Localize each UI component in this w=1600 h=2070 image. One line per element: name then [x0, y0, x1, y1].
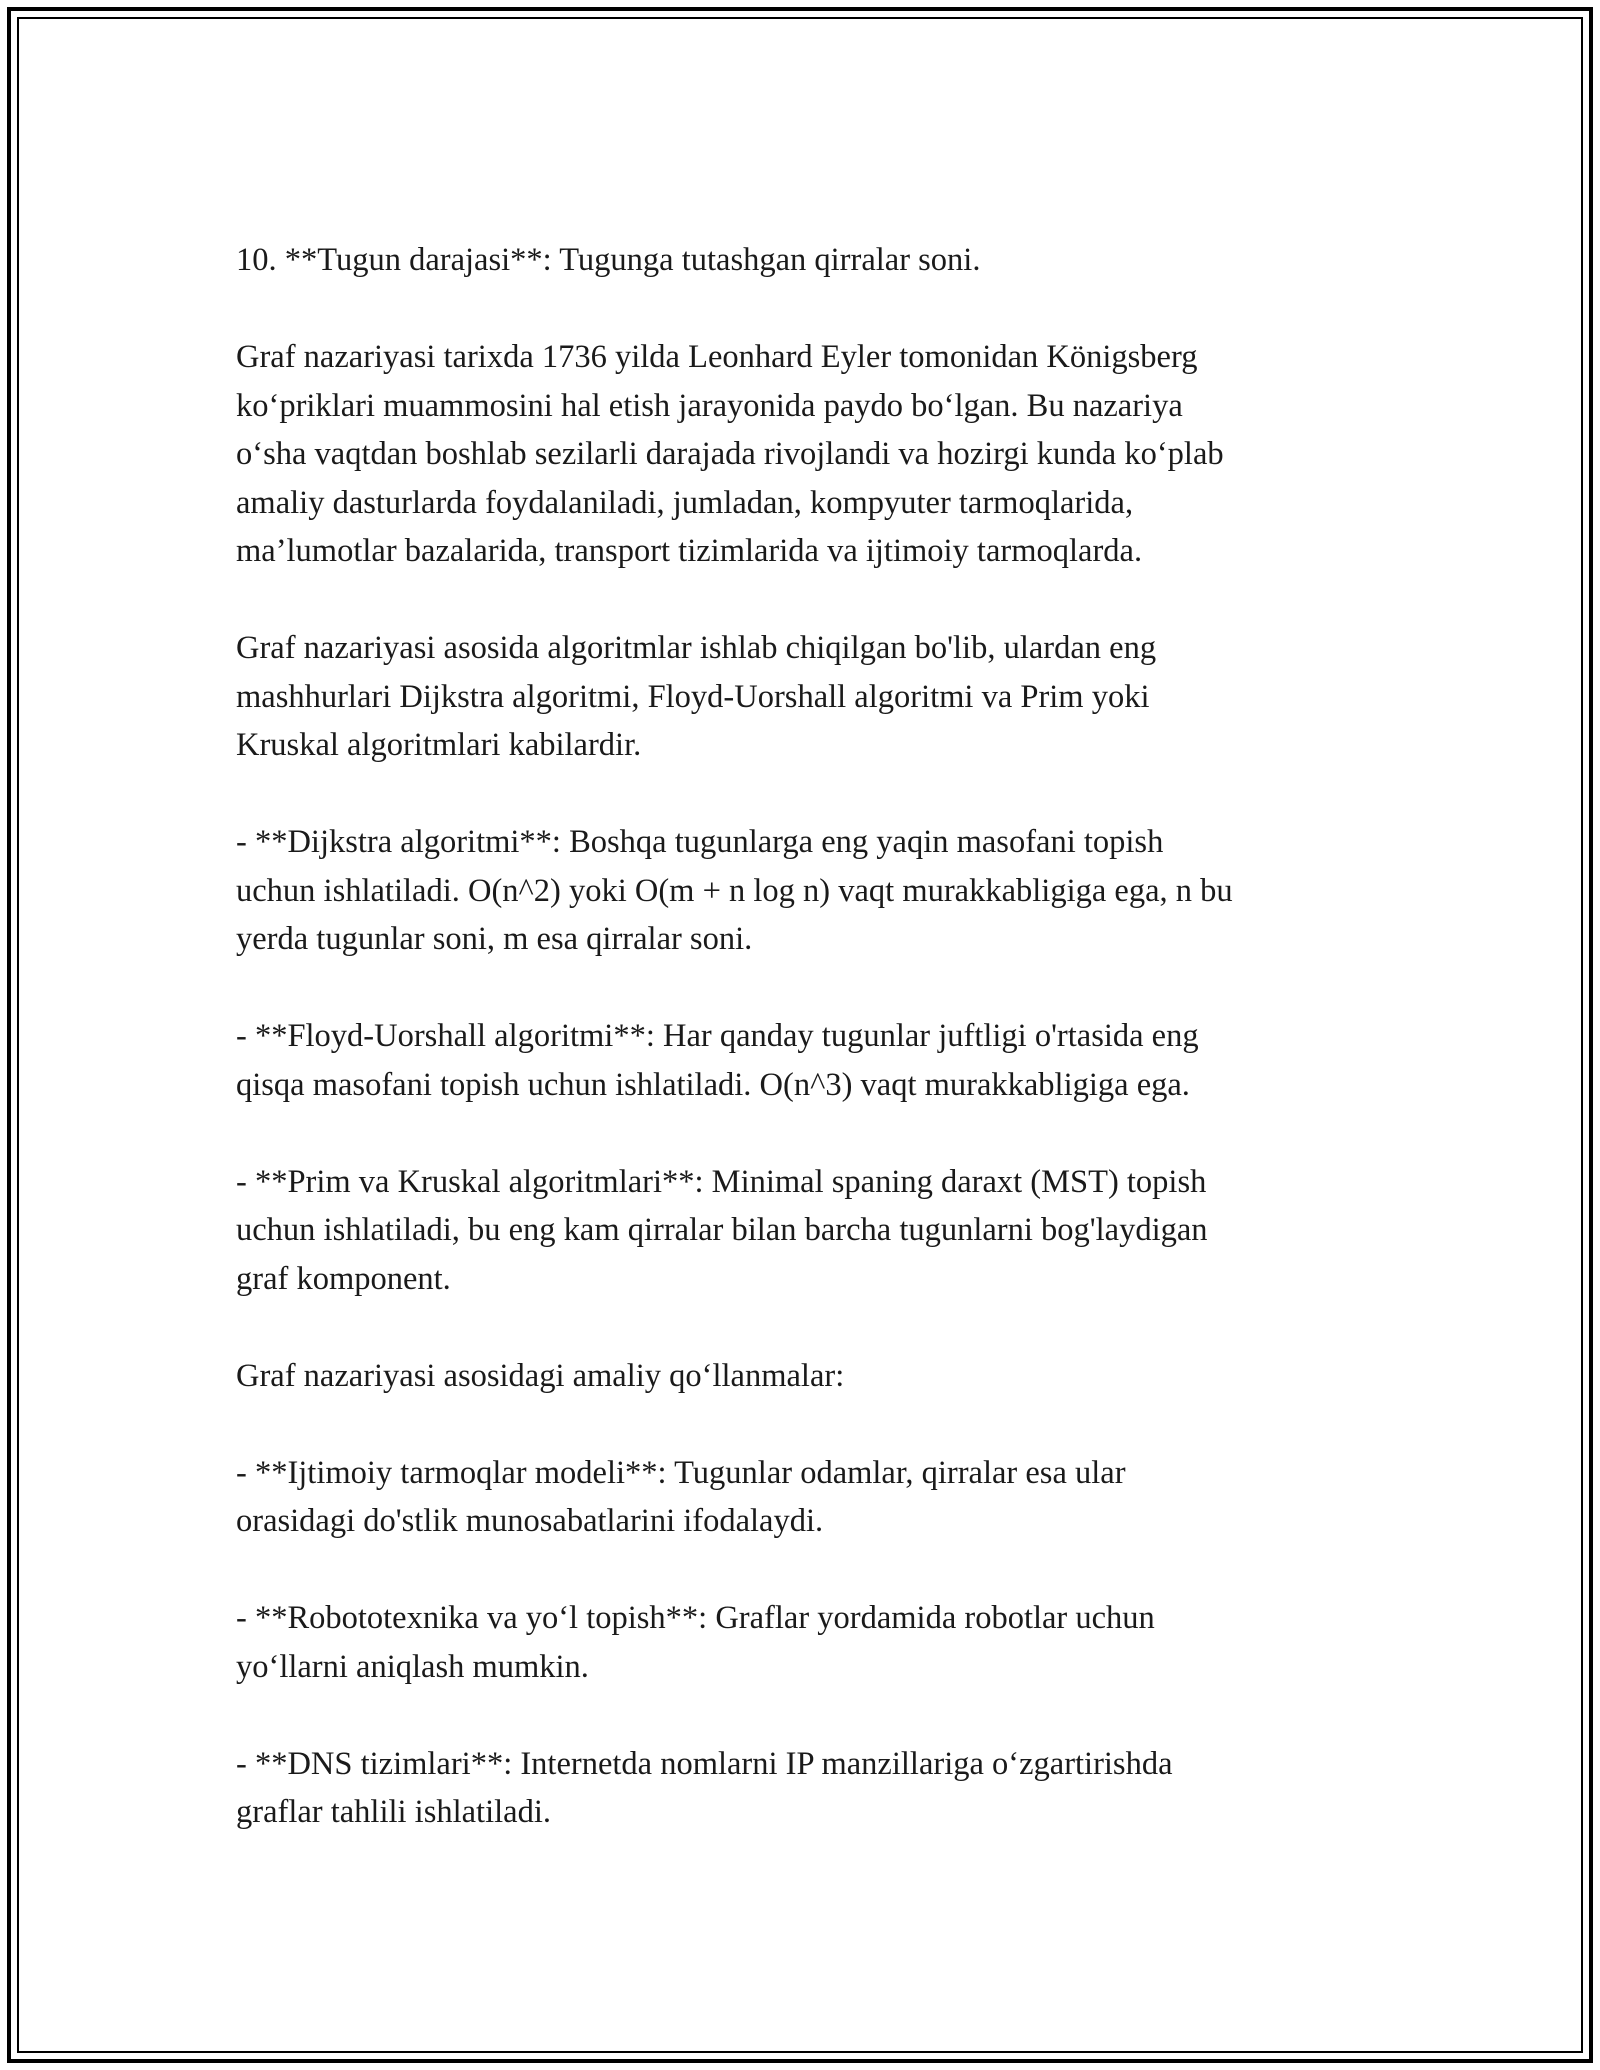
list-item-dijkstra: - **Dijkstra algoritmi**: Boshqa tugunlarga eng yaqin masofani topish uchun ishlatiladi. O(n^2) yoki O(m + n log n) vaqt murakkabligiga ega, n bu yerda tugunlar soni, m esa qirralar soni. — [236, 824, 1233, 957]
list-item-robotics: - **Robototexnika va yo‘l topish**: Graflar yordamida robotlar uchun yo‘llarni aniqlash mumkin. — [236, 1600, 1155, 1685]
paragraph-applications-heading: Graf nazariyasi asosidagi amaliy qo‘llanmalar: — [236, 1357, 845, 1394]
paragraph-algorithms-intro: Graf nazariyasi asosida algoritmlar ishlab chiqilgan bo'lib, ulardan eng mashhurlari Dijkstra algoritmi, Floyd-Uorshall algoritmi va Prim yoki Kruskal algoritmlari kabilardir. — [236, 630, 1157, 763]
list-item-floyd-warshall: - **Floyd-Uorshall algoritmi**: Har qanday tugunlar juftligi o'rtasida eng qisqa masofani topish uchun ishlatiladi. O(n^3) vaqt murakkabligiga ega. — [236, 1018, 1199, 1103]
paragraph-history: Graf nazariyasi tarixda 1736 yilda Leonhard Eyler tomonidan Königsberg ko‘priklari muammosini hal etish jarayonida paydo bo‘lgan. Bu nazariya o‘sha vaqtdan boshlab sezilarli darajada rivojlandi va hozirgi kunda ko‘plab amaliy dasturlarda foydalaniladi, jumladan, kompyuter tarmoqlarida, ma’lumotlar bazalarida, transport tizimlarida va ijtimoiy tarmoqlarda. — [236, 339, 1224, 569]
list-item-prim-kruskal: - **Prim va Kruskal algoritmlari**: Minimal spaning daraxt (MST) topish uchun ishlatiladi, bu eng kam qirralar bilan barcha tugunlarni bog'laydigan graf komponent. — [236, 1163, 1208, 1297]
document-body — [236, 236, 1366, 1837]
paragraph-node-degree: 10. **Tugun darajasi**: Tugunga tutashgan qirralar soni. — [236, 242, 981, 278]
list-item-social-networks: - **Ijtimoiy tarmoqlar modeli**: Tugunlar odamlar, qirralar esa ular orasidagi do'stlik munosabatlarini ifodalaydi. — [236, 1454, 1126, 1539]
list-item-dns: - **DNS tizimlari**: Internetda nomlarni IP manzillariga o‘zgartirishda graflar tahlili ishlatiladi. — [236, 1745, 1173, 1830]
